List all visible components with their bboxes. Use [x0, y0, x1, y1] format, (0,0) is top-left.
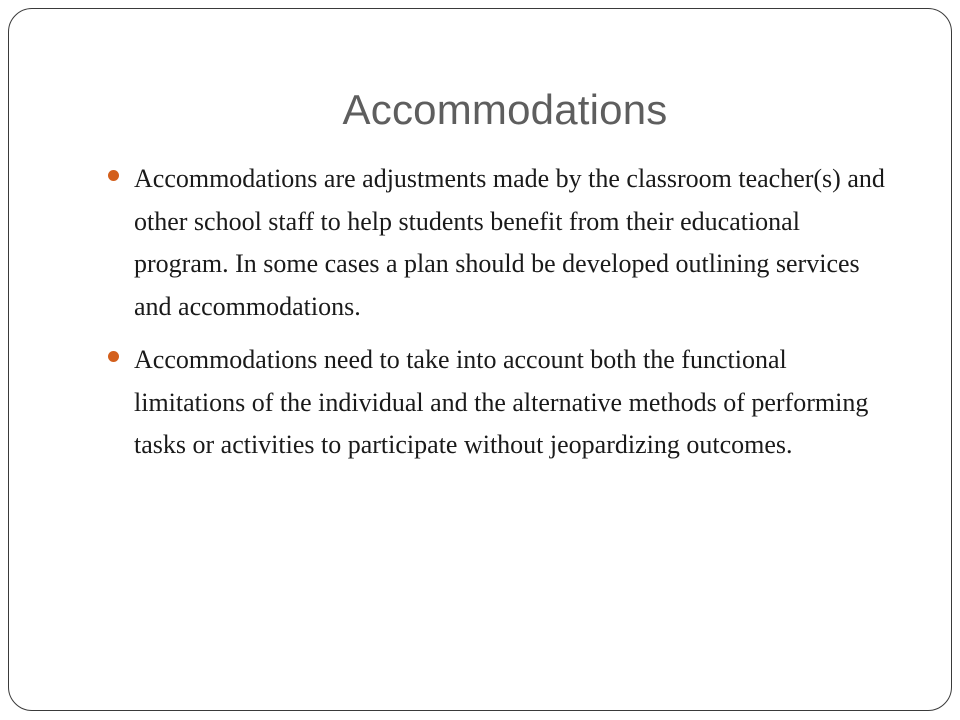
bullet-text: Accommodations need to take into account both the functional limitations of the individual and the alternative methods of performing tasks or activities to participate without jeopardizing outcomes.	[134, 345, 869, 459]
bullet-text: Accommodations are adjustments made by the classroom teacher(s) and other school staff to help students benefit from their educational program. In some cases a plan should be developed outlining services and accommodations.	[134, 164, 885, 321]
bullet-dot-icon	[108, 170, 119, 181]
slide-title: Accommodations	[342, 86, 668, 133]
bullet-item-2	[108, 339, 898, 467]
bullet-item-1	[108, 158, 898, 328]
bullet-dot-icon	[108, 351, 119, 362]
bullet-list	[108, 158, 898, 478]
